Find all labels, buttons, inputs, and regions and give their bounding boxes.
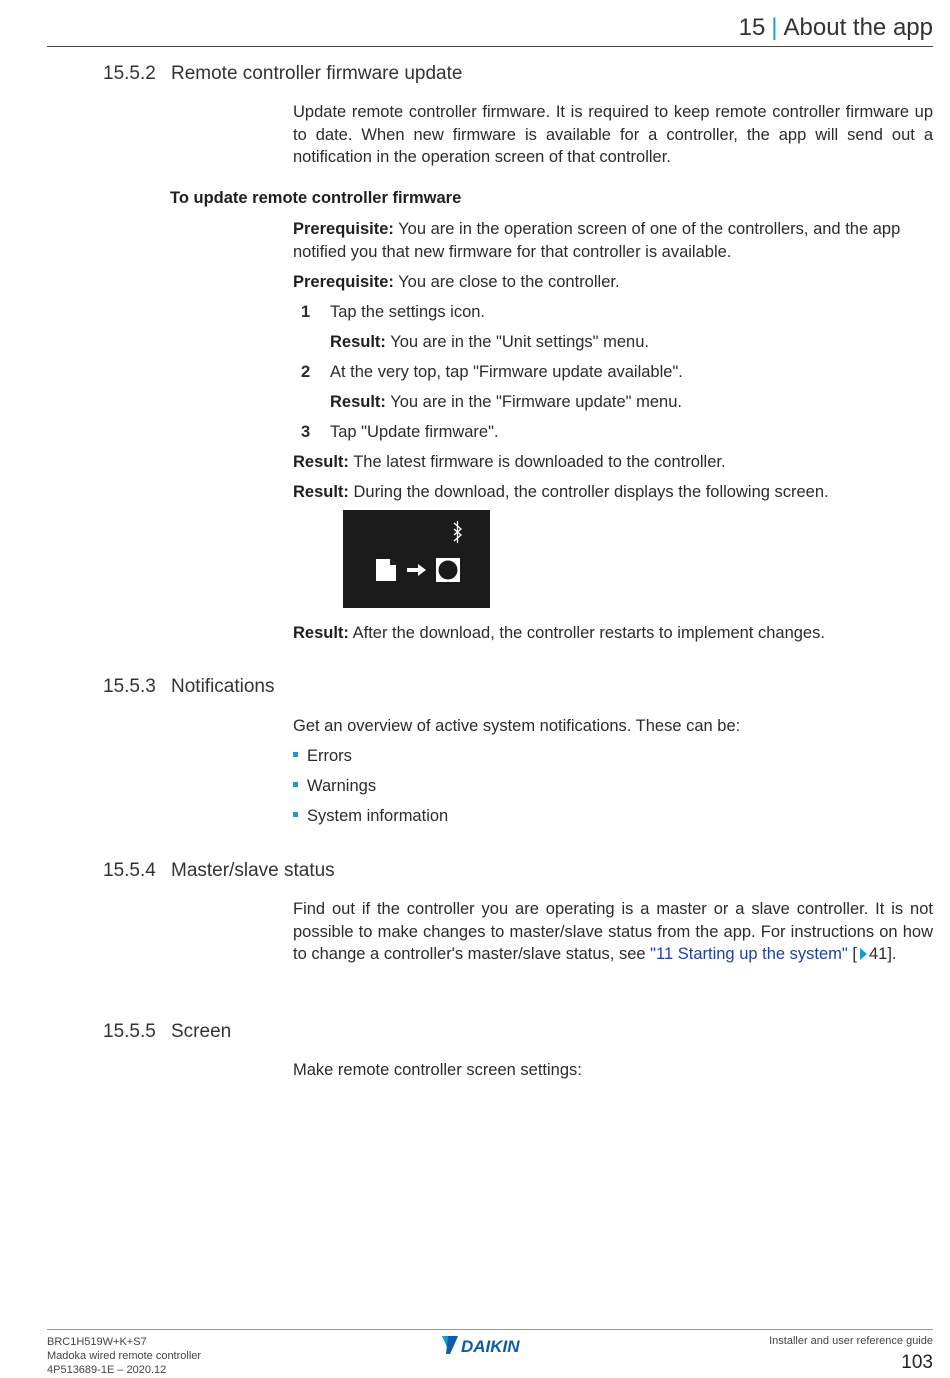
page-ref-number: 41 xyxy=(868,945,888,963)
step-text: Tap the settings icon. xyxy=(330,303,486,321)
page-number: 103 xyxy=(901,1352,933,1373)
result-label: Result: xyxy=(330,393,386,411)
bullet-icon xyxy=(293,752,298,757)
bullet-text: Warnings xyxy=(307,777,377,795)
page-ref-close: ]. xyxy=(887,945,897,963)
step-1 xyxy=(293,301,485,323)
chapter-header xyxy=(739,14,933,42)
chapter-number: 15 xyxy=(738,14,766,41)
step-text: At the very top, tap "Firmware update available". xyxy=(330,363,683,381)
result-2 xyxy=(293,481,829,503)
controller-dial-icon xyxy=(439,561,458,580)
prerequisite-text: You are in the operation screen of one of the controllers, and the app notified you that new firmware for that controller is available. xyxy=(293,220,901,261)
result-1 xyxy=(293,451,726,473)
footer-product: Madoka wired remote controller xyxy=(47,1350,202,1362)
section-title: Remote controller firmware update xyxy=(171,63,463,84)
daikin-logo-text: DAIKIN xyxy=(461,1337,520,1356)
section-number: 15.5.4 xyxy=(103,860,156,881)
bullet-item xyxy=(293,775,376,797)
bullet-icon xyxy=(293,812,298,817)
bullet-icon xyxy=(293,782,298,787)
section-heading-notifications xyxy=(103,676,275,698)
footer-guide: Installer and user reference guide xyxy=(769,1335,933,1347)
prerequisite-text: You are close to the controller. xyxy=(398,273,620,291)
bluetooth-icon xyxy=(454,521,461,543)
notifications-intro: Get an overview of active system notifications. These can be: xyxy=(293,717,741,735)
step-number: 3 xyxy=(301,423,311,441)
procedure-subheading: To update remote controller firmware xyxy=(170,189,462,207)
step-2-result xyxy=(330,391,682,413)
bullet-item xyxy=(293,745,352,767)
footer-model: BRC1H519W+K+S7 xyxy=(47,1336,147,1348)
bullet-text: Errors xyxy=(307,747,352,765)
bullet-text: System information xyxy=(307,807,449,825)
section-number: 15.5.3 xyxy=(103,676,156,697)
section-heading-master-slave xyxy=(103,860,335,882)
result-text: You are in the "Unit settings" menu. xyxy=(390,333,649,351)
header-separator: | xyxy=(771,14,778,41)
result-label: Result: xyxy=(293,624,349,642)
page-ref-open: [ xyxy=(852,945,857,963)
daikin-logo xyxy=(440,1334,542,1356)
result-label: Result: xyxy=(293,483,349,501)
step-2 xyxy=(293,361,683,383)
step-number: 2 xyxy=(301,363,311,381)
footer-rule xyxy=(47,1329,933,1330)
controller-screen-image xyxy=(343,510,490,608)
section-title: Screen xyxy=(171,1021,232,1042)
section-number: 15.5.5 xyxy=(103,1021,156,1042)
section-heading-screen xyxy=(103,1021,231,1043)
header-rule xyxy=(47,46,933,47)
controller-screen-graphic xyxy=(343,510,490,608)
arrow-right-icon xyxy=(407,564,426,576)
step-3 xyxy=(293,421,499,443)
prerequisite-label: Prerequisite: xyxy=(293,273,394,291)
screen-intro: Make remote controller screen settings: xyxy=(293,1061,582,1079)
footer-doc-code: 4P513689-1E – 2020.12 xyxy=(47,1364,167,1376)
result-text: You are in the "Firmware update" menu. xyxy=(390,393,682,411)
daikin-logo-icon xyxy=(440,1334,542,1356)
section-title: Master/slave status xyxy=(171,860,335,881)
section-heading-firmware xyxy=(103,63,462,85)
result-text: After the download, the controller restarts to implement changes. xyxy=(352,624,825,642)
section-number: 15.5.2 xyxy=(103,63,156,84)
footer-left xyxy=(47,1335,201,1377)
chapter-title: About the app xyxy=(783,14,933,41)
result-text: During the download, the controller displays the following screen. xyxy=(353,483,829,501)
firmware-intro: Update remote controller firmware. It is required to keep remote controller firmware up to date. When new firmware is available for a controller, the app will send out a notification in the operation screen of that controller. xyxy=(293,103,933,166)
result-label: Result: xyxy=(293,453,349,471)
section-title: Notifications xyxy=(171,676,275,697)
page-ref[interactable] xyxy=(852,945,896,963)
file-corner-icon xyxy=(390,559,396,565)
bullet-item xyxy=(293,805,448,827)
master-slave-text xyxy=(293,898,933,966)
step-number: 1 xyxy=(301,303,311,321)
prerequisite-label: Prerequisite: xyxy=(293,220,394,238)
prerequisite-1 xyxy=(293,218,933,263)
result-3 xyxy=(293,622,825,644)
starting-up-link[interactable]: "11 Starting up the system" xyxy=(650,945,848,963)
result-label: Result: xyxy=(330,333,386,351)
step-1-result xyxy=(330,331,649,353)
result-text: The latest firmware is downloaded to the controller. xyxy=(353,453,726,471)
master-slave-body: Find out if the controller you are operating is a master or a slave controller. It is not possible to make changes to master/slave status from the app. For instructions on how to change a controller's master/slave status, see xyxy=(293,900,933,963)
prerequisite-2 xyxy=(293,271,620,293)
step-text: Tap "Update firmware". xyxy=(330,423,499,441)
page-ref-arrow-icon xyxy=(860,948,867,960)
